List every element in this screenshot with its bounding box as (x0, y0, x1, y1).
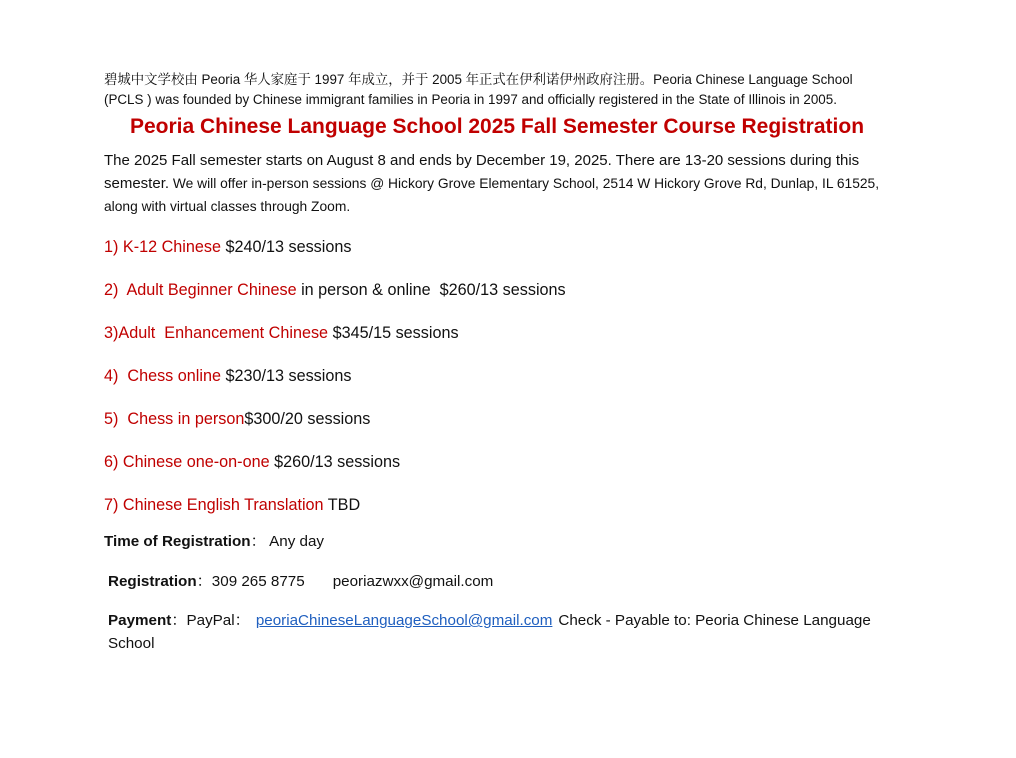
paypal-label: PayPal： (186, 612, 250, 629)
page-title: Peoria Chinese Language School 2025 Fall Semester Course Registration (129, 115, 865, 138)
course-item (104, 365, 894, 387)
course-name: 1) K-12 Chinese (104, 238, 221, 256)
course-item (104, 408, 894, 430)
course-price: $345/15 sessions (328, 324, 459, 342)
registration-time (104, 531, 894, 553)
course-price: TBD (323, 496, 361, 514)
location-text: We will offer in-person sessions @ Hickory Grove Elementary School, 2514 W Hickory Grove Rd, Dunlap, IL 61525, along with virtual classes through Zoom. (104, 176, 880, 214)
separator: ： (250, 533, 266, 550)
course-item (104, 236, 894, 258)
course-item (104, 322, 894, 344)
course-name: 2) Adult Beginner Chinese (104, 281, 297, 299)
course-item (104, 279, 894, 301)
semester-description (104, 149, 894, 218)
course-item (104, 451, 894, 473)
separator: ： (196, 573, 212, 590)
course-name: 6) Chinese one-on-one (104, 453, 270, 471)
registration-time-value: Any day (269, 533, 325, 550)
course-name: 5) Chess in person (104, 410, 245, 428)
check-payable-text: Check - Payable to: Peoria Chinese Language School (108, 612, 871, 652)
registration-label: Registration (108, 573, 197, 590)
registration-email: peoriazwxx@gmail.com (332, 573, 494, 590)
registration-contact (104, 571, 894, 593)
course-name: 3)Adult Enhancement Chinese (104, 324, 329, 342)
intro-paragraph: 碧城中文学校由 Peoria 华人家庭于 1997 年成立，并于 2005 年正式在伊利诺伊州政府注册。Peoria Chinese Language School (PCLS ) was founded by Chinese immigrant families in Peoria in 1997 and officially registered in the State of Illinois in 2005. (104, 72, 853, 107)
paypal-email-link[interactable]: peoriaChineseLanguageSchool@gmail.com (255, 612, 553, 629)
registration-phone: 309 265 8775 (211, 573, 305, 590)
registration-time-label: Time of Registration (104, 533, 251, 550)
course-price: $240/13 sessions (220, 238, 352, 256)
course-name: 7) Chinese English Translation (104, 496, 324, 514)
course-item (104, 494, 894, 516)
course-price: in person & online $260/13 sessions (296, 281, 566, 299)
course-price: $260/13 sessions (269, 453, 401, 471)
separator: ： (171, 612, 187, 629)
payment-label: Payment (108, 612, 172, 629)
course-price: $230/13 sessions (220, 367, 352, 385)
course-name: 4) Chess online (104, 367, 221, 385)
payment-info (104, 609, 894, 655)
course-list (104, 236, 894, 516)
course-price: $300/20 sessions (244, 410, 371, 428)
document-page (104, 70, 894, 655)
semester-dates-text: The 2025 Fall semester starts on August 8 and ends by December 19, 2025. There are 13-20 sessions during this semester. (104, 152, 860, 192)
